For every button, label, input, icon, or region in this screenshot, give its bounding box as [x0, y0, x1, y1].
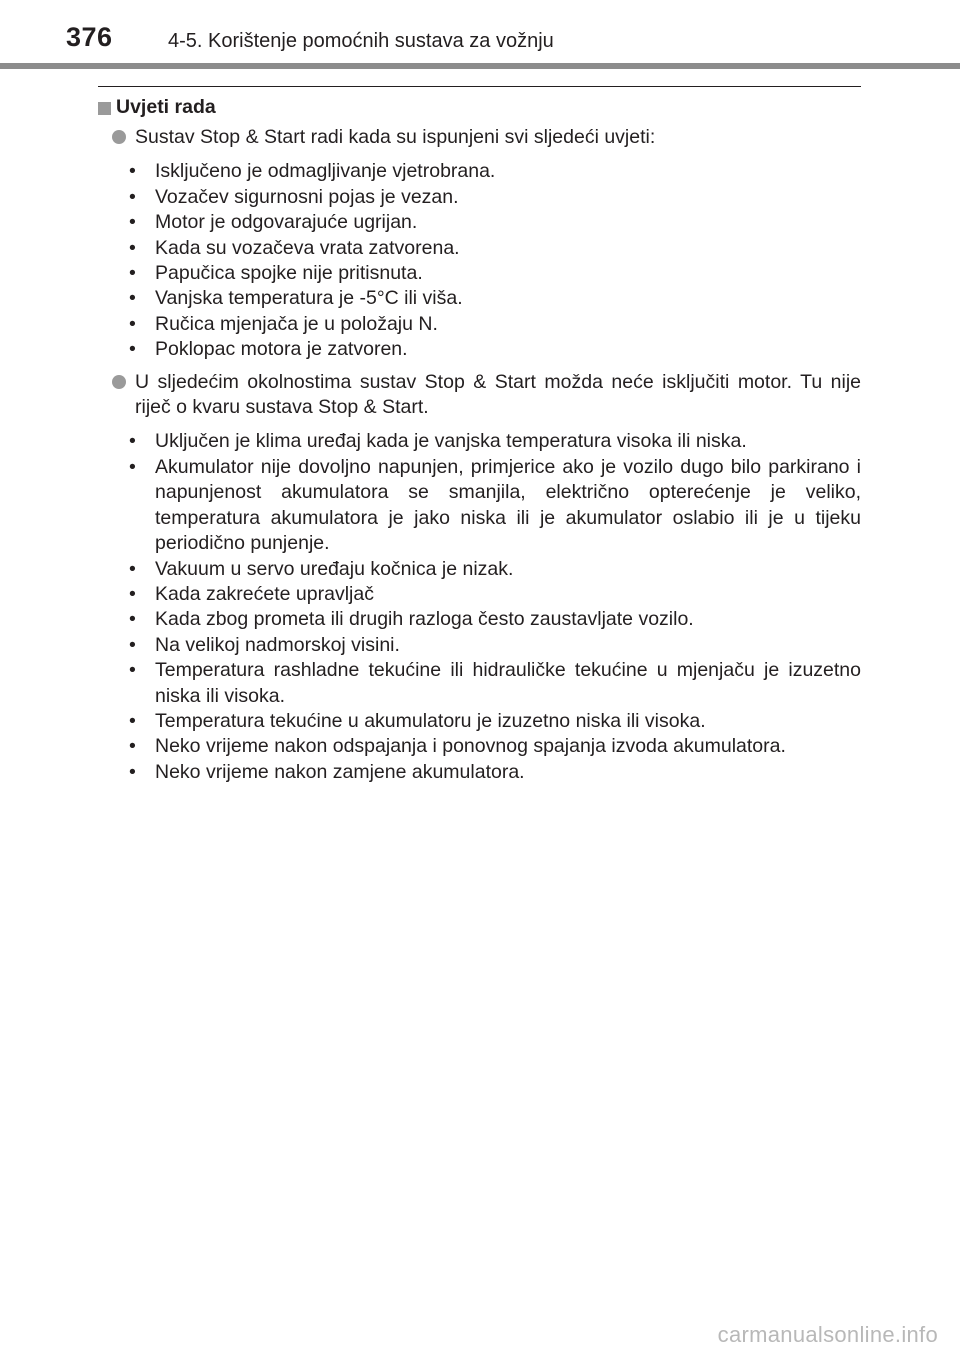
section-rule: [98, 86, 861, 87]
bullet-dot-icon: •: [129, 735, 136, 758]
page-number: 376: [66, 22, 113, 52]
bullet-dot-icon: •: [129, 287, 136, 310]
bullet-dot-icon: •: [129, 455, 136, 478]
list-item: • Vakuum u servo uređaju kočnica je nizak.: [155, 557, 861, 582]
point-text: Sustav Stop & Start radi kada su ispunjeni svi sljedeći uvjeti:: [135, 126, 656, 148]
list-item: • Poklopac motora je zatvoren.: [155, 337, 861, 362]
bullet-dot-icon: •: [129, 760, 136, 783]
bullet-dot-icon: •: [129, 633, 136, 656]
bullet-dot-icon: •: [129, 582, 136, 605]
bullet-dot-icon: •: [129, 312, 136, 335]
bullet-dot-icon: •: [129, 430, 136, 453]
list-item: • Neko vrijeme nakon zamjene akumulatora.: [155, 760, 861, 785]
list-item: • Akumulator nije dovoljno napunjen, primjerice ako je vozilo dugo bilo parkirano i napunjenost akumulatora se smanjila, električno opterećenje je veliko, temperatura akumulatora je jako niska ili je akumulator oslabio ili je u tijeku periodično punjenje.: [129, 455, 861, 555]
chapter-title: 4-5. Korištenje pomoćnih sustava za vožnju: [168, 30, 554, 52]
bullet-dot-icon: •: [129, 557, 136, 580]
exception-list: [98, 429, 861, 785]
header-rule: [0, 63, 960, 69]
section-heading-text: Uvjeti rada: [116, 96, 216, 119]
list-item: • Ručica mjenjača je u položaju N.: [155, 312, 861, 337]
bullet-dot-icon: •: [129, 211, 136, 234]
circle-bullet-icon: [112, 130, 126, 144]
footer-watermark: carmanualsonline.info: [717, 1322, 938, 1347]
bullet-dot-icon: •: [129, 236, 136, 259]
list-item: • Kada su vozačeva vrata zatvorena.: [155, 236, 861, 261]
list-item: • Vozačev sigurnosni pojas je vezan.: [155, 185, 861, 210]
bullet-dot-icon: •: [129, 160, 136, 183]
list-item: • Kada zakrećete upravljač: [155, 582, 861, 607]
list-item: • Motor je odgovarajuće ugrijan.: [155, 210, 861, 235]
bullet-dot-icon: •: [129, 185, 136, 208]
bullet-dot-icon: •: [129, 608, 136, 631]
bullet-dot-icon: •: [129, 709, 136, 732]
list-item: • Vanjska temperatura je -5°C ili viša.: [155, 286, 861, 311]
bullet-dot-icon: •: [129, 262, 136, 285]
list-item: • Na velikoj nadmorskoj visini.: [155, 633, 861, 658]
point-text: U sljedećim okolnostima sustav Stop & Start možda neće isključiti motor. Tu nije riječ o kvaru sustava Stop & Start.: [135, 370, 861, 419]
list-item: • Papučica spojke nije pritisnuta.: [155, 261, 861, 286]
list-item: • Isključeno je odmagljivanje vjetrobrana.: [155, 159, 861, 184]
circle-bullet-icon: [112, 375, 126, 389]
exception-point: [98, 370, 861, 421]
section-heading: [98, 95, 861, 121]
list-item: • Temperatura rashladne tekućine ili hidrauličke tekućine u mjenjaču je izuzetno niska ili visoka.: [129, 659, 861, 707]
list-item: • Neko vrijeme nakon odspajanja i ponovnog spajanja izvoda akumulatora.: [155, 734, 861, 759]
list-item: • Temperatura tekućine u akumulatoru je izuzetno niska ili visoka.: [155, 709, 861, 734]
condition-list: [98, 159, 861, 362]
square-bullet-icon: [98, 102, 111, 115]
condition-point: [98, 125, 861, 150]
bullet-dot-icon: •: [129, 338, 136, 361]
list-item: • Uključen je klima uređaj kada je vanjska temperatura visoka ili niska.: [155, 429, 861, 454]
bullet-dot-icon: •: [129, 659, 136, 682]
page-content: [98, 95, 861, 792]
list-item: • Kada zbog prometa ili drugih razloga često zaustavljate vozilo.: [155, 607, 861, 632]
